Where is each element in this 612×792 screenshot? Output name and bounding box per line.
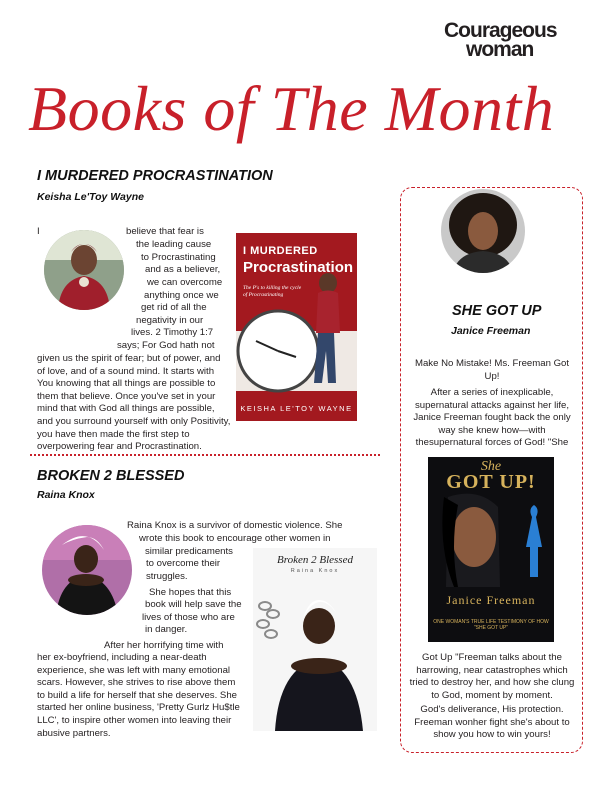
book3-title: SHE GOT UP bbox=[452, 303, 542, 319]
page-title: Books of The Month bbox=[28, 73, 555, 144]
book2-body-line: wrote this book to encourage other women in bbox=[139, 533, 331, 544]
book1-body-line: believe that fear is bbox=[126, 226, 204, 237]
book1-body-line: says; For God hath not bbox=[117, 340, 215, 351]
brand-line-2: woman bbox=[466, 38, 534, 61]
book2-body-line: in danger. bbox=[145, 624, 188, 635]
book1-body-line: lives. 2 Timothy 1:7 bbox=[131, 327, 214, 338]
book1-body-line: get rid of all the bbox=[141, 302, 207, 313]
book1-cover-author: KEISHA LE'TOY WAYNE bbox=[240, 404, 353, 413]
book1-body-line: negativity in our bbox=[136, 315, 204, 326]
book3-cover-line2: GOT UP! bbox=[446, 471, 536, 493]
book3-cover-tagline: ONE WOMAN'S TRUE LIFE TESTIMONY OF HOW "SHE GOT UP" bbox=[433, 619, 549, 631]
book3-body-p2: After a series of inexplicable, supernatural attacks against her life, Janice Freeman fought back the only way she knew how—with thesupernatural forces of God! "She bbox=[413, 387, 571, 449]
book2-title: BROKEN 2 BLESSED bbox=[37, 468, 185, 484]
book2-body-line: to overcome their bbox=[146, 558, 221, 569]
portrait-image-3 bbox=[441, 189, 525, 273]
book3-cover bbox=[428, 457, 554, 642]
book2-body-line: She hopes that this bbox=[149, 587, 232, 598]
book2-body-line: After her horrifying time with bbox=[104, 640, 224, 651]
book3-body-p1: Make No Mistake! Ms. Freeman Got Up! bbox=[414, 358, 570, 382]
book2-cover bbox=[253, 548, 377, 731]
book3-cover-author: Janice Freeman bbox=[446, 593, 536, 607]
book1-body-line: the leading cause bbox=[136, 239, 212, 250]
book1-body-line: to Procrastinating bbox=[141, 252, 216, 263]
book1-cover-line1: I MURDERED bbox=[243, 245, 318, 257]
book1-body-line: and as a believer, bbox=[145, 264, 221, 275]
book1-body-line: anything once we bbox=[144, 290, 219, 301]
book2-cover-title: Broken 2 Blessed bbox=[277, 554, 353, 566]
book3-author: Janice Freeman bbox=[451, 325, 531, 337]
book3-body-p4: God's deliverance, His protection. Freeman wonher fight she's about to show you how to win yours! bbox=[414, 704, 570, 741]
book3-author-portrait bbox=[441, 189, 525, 273]
book1-cover-subtitle: The P's to killing the cycle of Procrastinating bbox=[243, 285, 302, 298]
book1-body bbox=[0, 0, 1, 1]
book1-body-line: I bbox=[37, 226, 40, 237]
book3-body-p3: Got Up "Freeman talks about the harrowing, near catastrophes which tried to destroy her, and how she clung to God, moment by moment. bbox=[409, 652, 575, 701]
book2-body-line: book will help save the bbox=[145, 599, 242, 610]
book1-body-rest: given us the spirit of fear; but of power, and of love, and of a sound mind. It starts with You knowing that all things are possible to them that believe. Once you've set in your mind that with God all things are possible, and you surround yourself with only Positivity, you have then made the first step to overpowering fear and Procrastination. bbox=[37, 353, 231, 453]
book2-body-line: Raina Knox is a survivor of domestic violence. She bbox=[127, 520, 343, 531]
book2-body-rest: her ex-boyfriend, including a near-death experience, she was left with many emotional scars. However, she strives to rise above them to build a life for herself that she deserves. She started her online business, 'Pretty Gurlz Hu$tle LLC', to inspire other women into leaving their abusive partners. bbox=[37, 652, 240, 739]
book2-cover-author: Raina Knox bbox=[290, 568, 340, 574]
book2-author-portrait bbox=[42, 525, 132, 615]
book1-cover-line2: Procrastination bbox=[243, 259, 354, 276]
book1-cover bbox=[236, 233, 357, 421]
brand-line-1: Courageous bbox=[444, 19, 557, 42]
book1-author-portrait bbox=[44, 230, 124, 310]
book2-cover-art bbox=[253, 548, 377, 731]
book2-body-line: lives of those who are bbox=[142, 612, 235, 623]
portrait-image-1 bbox=[44, 230, 124, 310]
section-divider bbox=[30, 454, 380, 456]
book2-author: Raina Knox bbox=[37, 489, 95, 501]
book1-body-line: we can overcome bbox=[147, 277, 223, 288]
brand-logo bbox=[444, 20, 564, 62]
book2-body-line: similar predicaments bbox=[145, 546, 233, 557]
book1-title: I MURDERED PROCRASTINATION bbox=[37, 168, 273, 184]
book1-author: Keisha Le'Toy Wayne bbox=[37, 191, 144, 203]
portrait-image-2 bbox=[42, 525, 132, 615]
book3-cover-line1: She bbox=[480, 459, 502, 474]
book2-body-line: struggles. bbox=[146, 571, 188, 582]
